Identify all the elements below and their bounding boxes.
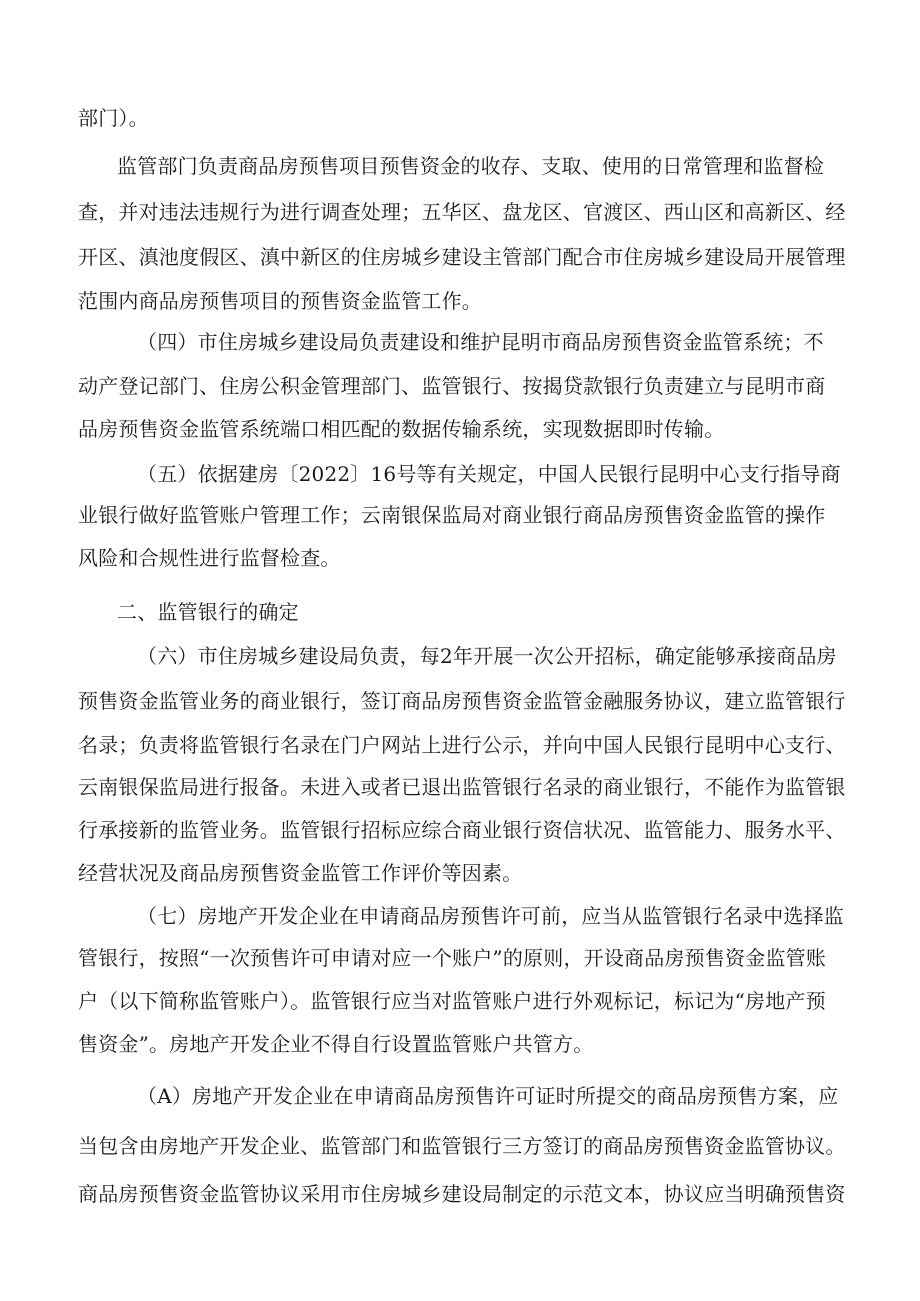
text-line: （六）市住房城乡建设局负责，每2年开展一次公开招标，确定能够承接商品房 [137, 644, 837, 668]
text-line: 名录；负责将监管银行名录在门户网站上进行公示，并向中国人民银行昆明中心支行、 [78, 733, 846, 757]
text-line: （七）房地产开发企业在申请商品房预售许可前，应当从监管银行名录中选择监 [137, 904, 844, 928]
text-line: 当包含由房地产开发企业、监管部门和监管银行三方签订的商品房预售资金监管协议。 [78, 1134, 846, 1158]
text-line: 范围内商品房预售项目的预售资金监管工作。 [78, 289, 482, 313]
text-line: 户（以下简称监管账户）。监管银行应当对监管账户进行外观标记，标记为“房地产预 [78, 989, 826, 1013]
text-line: 商品房预售资金监管协议采用市住房城乡建设局制定的示范文本，协议应当明确预售资 [78, 1182, 846, 1206]
text-line: 经营状况及商品房预售资金监管工作评价等因素。 [78, 861, 523, 885]
text-line: 查，并对违法违规行为进行调查处理；五华区、盘龙区、官渡区、西山区和高新区、经 [78, 200, 846, 224]
text-line: （四）市住房城乡建设局负责建设和维护昆明市商品房预售资金监管系统；不 [137, 330, 824, 354]
text-line: 业银行做好监管账户管理工作；云南银保监局对商业银行商品房预售资金监管的操作 [78, 503, 826, 527]
text-line: 预售资金监管业务的商业银行，签订商品房预售资金监管金融服务协议，建立监管银行 [78, 689, 846, 713]
text-line: 云南银保监局进行报备。未进入或者已退出监管银行名录的商业银行，不能作为监管银 [78, 775, 846, 799]
text-line: 品房预售资金监管系统端口相匹配的数据传输系统，实现数据即时传输。 [78, 417, 725, 441]
text-line: （五）依据建房〔2022〕16号等有关规定，中国人民银行昆明中心支行指导商 [137, 462, 841, 486]
text-line: 开区、滇池度假区、滇中新区的住房城乡建设主管部门配合市住房城乡建设局开展管理 [78, 245, 846, 269]
text-line: 售资金”。房地产开发企业不得自行设置监管账户共管方。 [78, 1032, 594, 1056]
text-line: （A）房地产开发企业在申请商品房预售许可证时所提交的商品房预售方案，应 [137, 1084, 839, 1108]
section-heading: 二、监管银行的确定 [117, 600, 299, 624]
text-line: 部门）。 [78, 106, 149, 130]
text-line: 风险和合规性进行监督检查。 [78, 546, 341, 570]
text-line: 管银行，按照“一次预售许可申请对应一个账户”的原则，开设商品房预售资金监管账 [78, 946, 827, 970]
text-line: 动产登记部门、住房公积金管理部门、监管银行、按揭贷款银行负责建立与昆明市商 [78, 374, 826, 398]
text-line: 行承接新的监管业务。监管银行招标应综合商业银行资信状况、监管能力、服务水平、 [78, 818, 846, 842]
text-line: 监管部门负责商品房预售项目预售资金的收存、支取、使用的日常管理和监督检 [117, 154, 824, 178]
